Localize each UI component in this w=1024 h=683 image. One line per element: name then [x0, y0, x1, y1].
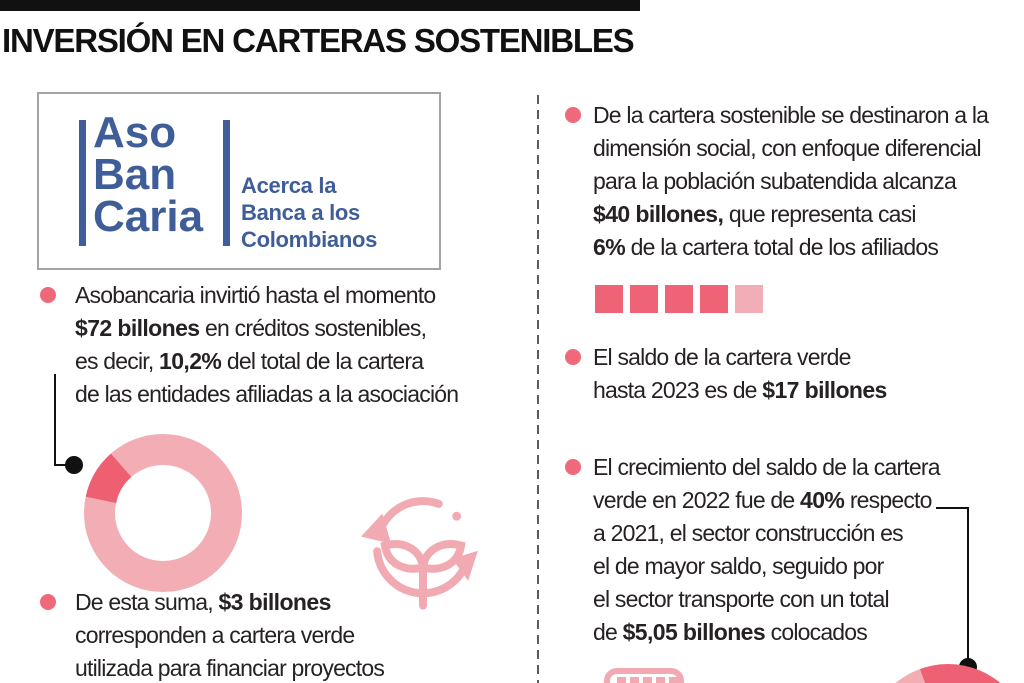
pictogram-square: [630, 285, 658, 313]
callout-line-vertical: [967, 507, 969, 660]
right-bullet-social-dimension: [565, 99, 988, 264]
left-bullet-green-portfolio: [40, 586, 384, 683]
logo-word-line: Ban: [93, 150, 177, 199]
column-divider: [537, 95, 539, 683]
logo-left-bar-decoration: [79, 120, 86, 246]
logo-word-line: Caria: [93, 192, 204, 241]
logo-word-line: Aso: [93, 108, 177, 157]
bullet-dot-icon: [40, 594, 56, 610]
bullet-dot-icon: [40, 287, 56, 303]
pictogram-square: [595, 285, 623, 313]
logo-tagline-line: Acerca la: [241, 173, 337, 198]
bullet-dot-icon: [565, 349, 581, 365]
bus-icon: [604, 668, 684, 683]
donut-chart: [83, 433, 243, 593]
right-bullet-growth: [565, 451, 940, 649]
pictogram-squares: [595, 285, 763, 313]
right-bullet-green-balance: [565, 341, 887, 407]
pictogram-square: [665, 285, 693, 313]
asobancaria-logo: [37, 92, 441, 270]
right-bullet-green-balance-text: El saldo de la cartera verde hasta 2023 es de $17 billones: [593, 344, 887, 403]
logo-tagline-line: Colombianos: [241, 227, 378, 252]
bullet-dot-icon: [565, 107, 581, 123]
left-bullet-investment-text: Asobancaria invirtió hasta el momento $72 billones en créditos sostenibles, es decir, 10,2% del total de la cartera de las entidades afiliadas a la asociación: [75, 282, 459, 407]
pictogram-square: [735, 285, 763, 313]
bullet-dot-icon: [565, 459, 581, 475]
logo-right-bar-decoration: [223, 120, 230, 246]
callout-line-vertical: [54, 374, 56, 465]
callout-dot: [65, 456, 83, 474]
left-bullet-green-portfolio-text: De esta suma, $3 billones corresponden a cartera verde utilizada para financiar proyectos: [75, 589, 385, 681]
header-accent-bar: [0, 0, 640, 11]
partial-pie-chart: [866, 664, 1024, 683]
page-title: INVERSIÓN EN CARTERAS SOSTENIBLES: [2, 22, 634, 59]
logo-wordmark: [93, 108, 204, 241]
left-bullet-investment: [40, 279, 458, 411]
logo-tagline: [241, 172, 377, 253]
callout-line-horizontal: [936, 507, 969, 509]
pictogram-square: [700, 285, 728, 313]
right-bullet-growth-text: El crecimiento del saldo de la cartera verde en 2022 fue de 40% respecto a 2021, el sector construcción es el de mayor saldo, seguido por el sector transporte con un total de $5,05 billones colocados: [593, 454, 940, 645]
logo-tagline-line: Banca a los: [241, 200, 360, 225]
right-bullet-social-dimension-text: De la cartera sostenible se destinaron a la dimensión social, con enfoque diferencial para la población subatendida alcanza $40 billones, que representa casi 6% de la cartera total de los afiliados: [593, 102, 989, 260]
